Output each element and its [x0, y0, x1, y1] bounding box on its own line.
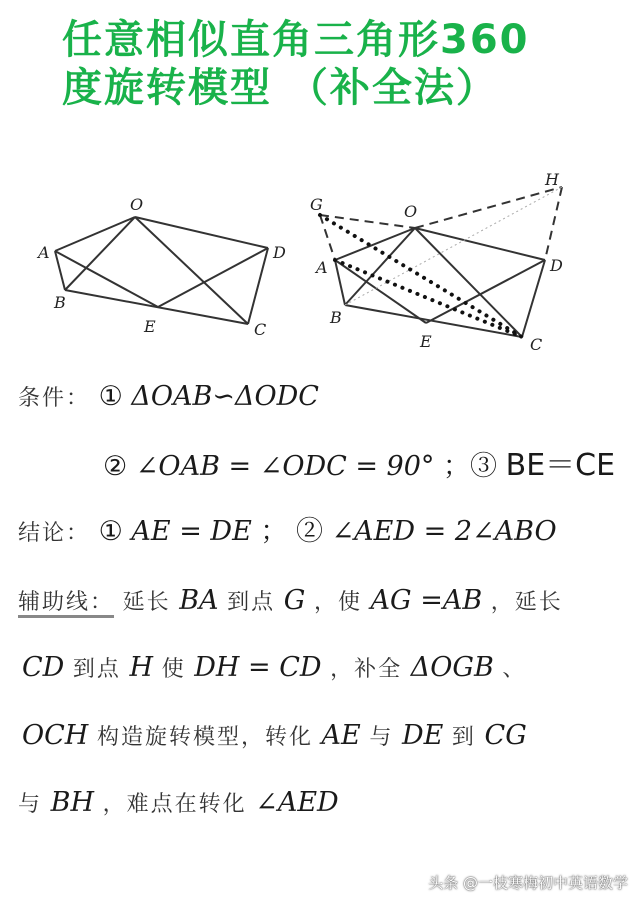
- aux-math: H: [129, 652, 154, 683]
- label-c: C: [530, 335, 543, 354]
- label-g: G: [310, 195, 323, 214]
- auxiliary-label: 辅助线：: [18, 590, 115, 615]
- auxiliary-line-1: [18, 587, 563, 614]
- label-a: A: [316, 258, 328, 277]
- conclusion-separator: ；: [260, 516, 288, 547]
- label-h: H: [545, 170, 559, 189]
- aux-text: 与: [18, 792, 43, 817]
- conclusion-1-number: ①: [98, 516, 123, 547]
- aux-math: G: [283, 585, 306, 616]
- conditions-label: 条件：: [18, 386, 91, 411]
- title-line-1: 任意相似直角三角形360: [62, 17, 530, 63]
- title-line-2: 度旋转模型 （补全法）: [62, 65, 498, 111]
- auxiliary-line-2: [22, 654, 526, 681]
- figure-left: [30, 190, 300, 340]
- aux-text: 构造旋转模型，转化: [96, 725, 313, 750]
- label-d: D: [273, 243, 286, 262]
- aux-math: BA: [179, 585, 219, 616]
- conclusion-2-number: ②: [295, 516, 323, 547]
- conditions-line-1: [18, 383, 319, 410]
- condition-1-expr: ΔOAB∽ΔODC: [131, 381, 319, 412]
- auxiliary-line-3: [22, 722, 527, 749]
- aux-math: CG: [484, 720, 527, 751]
- label-e: E: [420, 332, 432, 351]
- condition-2-expr: ∠OAB = ∠ODC = 90°: [135, 451, 435, 482]
- aux-math: ΔOGB: [410, 652, 494, 683]
- aux-text: ，使: [313, 590, 362, 615]
- aux-text: 延长: [122, 590, 171, 615]
- aux-math: CD: [22, 652, 65, 683]
- aux-text: 到点: [72, 657, 121, 682]
- aux-math: OCH: [22, 720, 89, 751]
- label-d: D: [550, 256, 563, 275]
- conclusion-2-expr: ∠AED = 2∠ABO: [331, 516, 557, 547]
- label-e: E: [144, 317, 156, 336]
- auxiliary-line-4: [18, 789, 339, 816]
- aux-text: 到点: [227, 590, 276, 615]
- aux-text: 、: [502, 657, 527, 682]
- aux-math: DE: [401, 720, 444, 751]
- label-a: A: [38, 243, 50, 262]
- condition-3-number: ；③: [443, 451, 498, 482]
- watermark: 头条 @一枝寒梅初中英语数学: [428, 874, 628, 892]
- aux-text: 使: [161, 657, 186, 682]
- aux-text: 与: [369, 725, 394, 750]
- aux-math: AE: [321, 720, 361, 751]
- conclusion-line: [18, 518, 557, 545]
- condition-1-number: ①: [98, 381, 123, 412]
- aux-math: ∠AED: [255, 787, 339, 818]
- label-o: O: [130, 195, 144, 214]
- condition-2-number: ②: [103, 451, 128, 482]
- aux-text: ，延长: [490, 590, 563, 615]
- label-b: B: [54, 293, 66, 312]
- aux-math: BH: [50, 787, 94, 818]
- aux-text: ，补全: [330, 657, 403, 682]
- conditions-line-2: [103, 448, 616, 483]
- aux-math: DH = CD: [194, 652, 322, 683]
- label-o: O: [404, 202, 418, 221]
- label-b: B: [330, 308, 342, 327]
- conclusion-label: 结论：: [18, 521, 91, 546]
- aux-text: ，难点在转化: [102, 792, 247, 817]
- label-c: C: [254, 320, 267, 339]
- aux-math: AG =AB: [370, 585, 483, 616]
- condition-3-expr: BE＝CE: [505, 448, 616, 483]
- aux-text: 到: [451, 725, 476, 750]
- figure-right: [300, 165, 600, 360]
- conclusion-1-expr: AE = DE: [131, 516, 252, 547]
